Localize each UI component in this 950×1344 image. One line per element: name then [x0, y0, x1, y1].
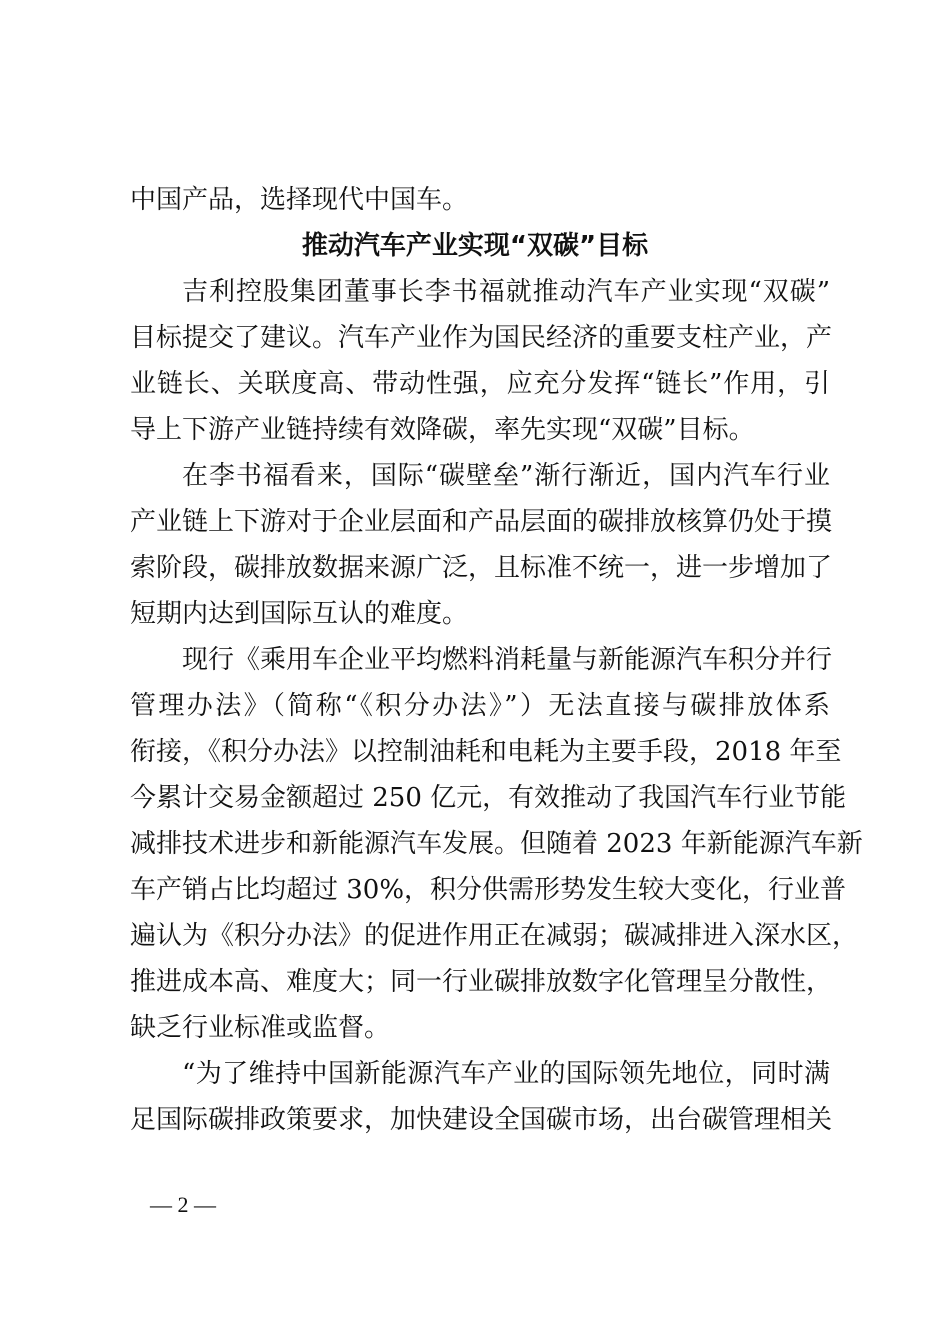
- paragraph-line: 索阶段，碳排放数据来源广泛，且标准不统一，进一步增加了: [130, 553, 833, 583]
- paragraph-line: 业链长、关联度高、带动性强，应充分发挥“链长”作用，引: [130, 369, 830, 399]
- paragraph-line: 在李书福看来，国际“碳壁垒”渐行渐近，国内汽车行业: [182, 461, 830, 491]
- paragraph-line: 足国际碳排政策要求，加快建设全国碳市场，出台碳管理相关: [130, 1105, 833, 1135]
- paragraph-line: 吉利控股集团董事长李书福就推动汽车产业实现“双碳”: [182, 277, 830, 307]
- paragraph-line: 产业链上下游对于企业层面和产品层面的碳排放核算仍处于摸: [130, 507, 833, 537]
- paragraph-line: 目标提交了建议。汽车产业作为国民经济的重要支柱产业，产: [130, 323, 833, 353]
- paragraph-line: 现行《乘用车企业平均燃料消耗量与新能源汽车积分并行: [182, 645, 833, 675]
- paragraph-line: 今累计交易金额超过 250 亿元，有效推动了我国汽车行业节能: [130, 783, 847, 813]
- paragraph-line: “为了维持中国新能源汽车产业的国际领先地位，同时满: [182, 1059, 830, 1089]
- paragraph-line: 推进成本高、难度大；同一行业碳排放数字化管理呈分散性，: [130, 967, 833, 997]
- paragraph-line: 遍认为《积分办法》的促进作用正在减弱；碳减排进入深水区，: [130, 921, 859, 951]
- paragraph-line: 管理办法》（简称“《积分办法》”）无法直接与碳排放体系: [130, 691, 830, 721]
- page-number: — 2 —: [150, 1192, 216, 1217]
- paragraph-line: 减排技术进步和新能源汽车发展。但随着 2023 年新能源汽车新: [130, 829, 863, 859]
- paragraph-line: 缺乏行业标准或监督。: [130, 1013, 391, 1043]
- paragraph-line: 导上下游产业链持续有效降碳，率先实现“双碳”目标。: [130, 415, 755, 445]
- paragraph-line: 中国产品，选择现代中国车。: [130, 185, 469, 215]
- paragraph-line: 车产销占比均超过 30%，积分供需形势发生较大变化，行业普: [130, 875, 847, 905]
- section-heading: 推动汽车产业实现“双碳”目标: [301, 231, 649, 261]
- paragraph-line: 短期内达到国际互认的难度。: [130, 599, 469, 629]
- paragraph-line: 衔接，《积分办法》以控制油耗和电耗为主要手段，2018 年至: [130, 737, 842, 767]
